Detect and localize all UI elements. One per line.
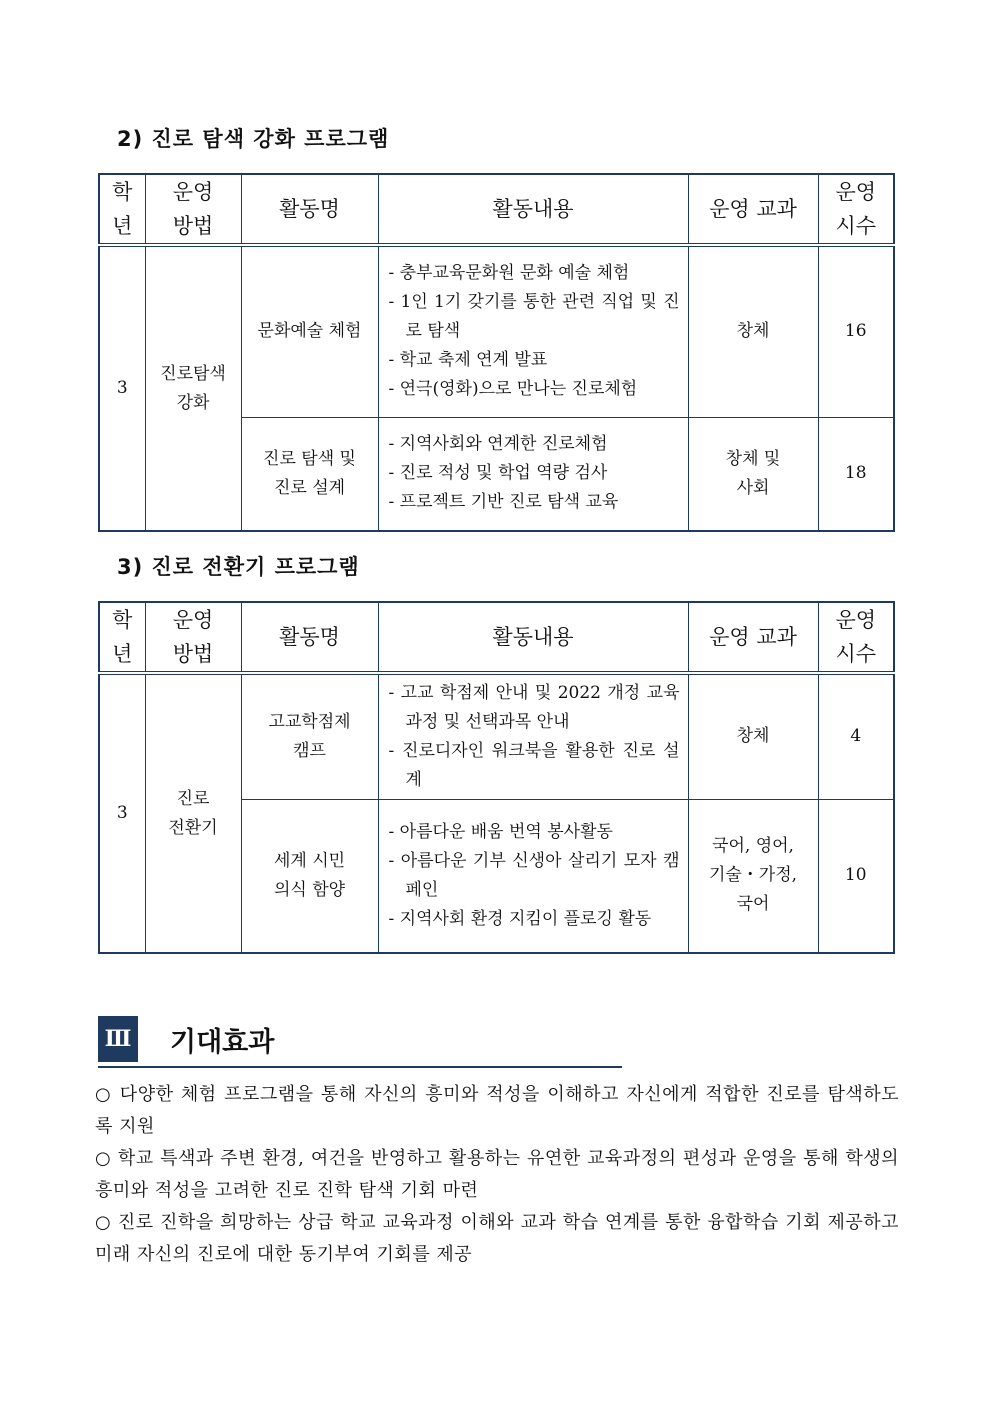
subject-cell: 창체 (688, 245, 818, 417)
method-cell: 진로 전환기 (145, 673, 241, 953)
career-transition-table (98, 601, 895, 954)
subject-cell: 창체 및 사회 (688, 417, 818, 531)
header-grade: 학 년 (99, 174, 145, 245)
header-method: 운영 방법 (145, 602, 241, 673)
table-row (99, 245, 894, 417)
list-item: - 지역사회와 연계한 진로체험 (389, 430, 680, 459)
hours-cell: 10 (818, 799, 894, 953)
activity-cell: 문화예술 체험 (241, 245, 378, 417)
header-activity: 활동명 (241, 174, 378, 245)
grade-cell: 3 (99, 673, 145, 953)
section-2-title: 2) 진로 탐색 강화 프로그램 (117, 127, 390, 151)
content-list (379, 430, 688, 517)
list-item: - 충부교육문화원 문화 예술 체험 (389, 259, 680, 288)
method-cell: 진로탐색 강화 (145, 245, 241, 531)
activity-cell: 세계 시민 의식 함양 (241, 799, 378, 953)
header-grade: 학 년 (99, 602, 145, 673)
career-exploration-table (98, 173, 895, 532)
table-row (99, 673, 894, 799)
list-item: - 진로 적성 및 학업 역량 검사 (389, 459, 680, 488)
content-cell (378, 417, 688, 531)
content-list (379, 259, 688, 404)
list-item: - 아름다운 기부 신생아 살리기 모자 캠페인 (389, 847, 680, 905)
header-subject: 운영 교과 (688, 174, 818, 245)
section-3-title: 3) 진로 전환기 프로그램 (117, 555, 360, 579)
expected-effects-title: 기대효과 (170, 1027, 275, 1058)
expected-effects-body (95, 1079, 899, 1271)
header-hours: 운영 시수 (818, 602, 894, 673)
activity-cell: 진로 탐색 및 진로 설계 (241, 417, 378, 531)
hours-cell: 18 (818, 417, 894, 531)
list-item: - 1인 1기 갖기를 통한 관련 직업 및 진로 탐색 (389, 288, 680, 346)
section-number-badge: Ⅲ (98, 1016, 138, 1062)
hours-cell: 16 (818, 245, 894, 417)
list-item: - 진로디자인 워크북을 활용한 진로 설계 (389, 737, 680, 795)
header-activity: 활동명 (241, 602, 378, 673)
list-item: - 연극(영화)으로 만나는 진로체험 (389, 375, 680, 404)
expected-effects-header (98, 1016, 622, 1068)
content-list (379, 679, 688, 795)
effect-paragraph: ○ 다양한 체험 프로그램을 통해 자신의 흥미와 적성을 이해하고 자신에게 적합한 진로를 탐색하도록 지원 (95, 1084, 899, 1137)
hours-cell: 4 (818, 673, 894, 799)
subject-cell: 창체 (688, 673, 818, 799)
header-content: 활동내용 (378, 174, 688, 245)
header-subject: 운영 교과 (688, 602, 818, 673)
grade-cell: 3 (99, 245, 145, 531)
subject-cell: 국어, 영어, 기술・가정, 국어 (688, 799, 818, 953)
content-cell (378, 799, 688, 953)
list-item: - 프로젝트 기반 진로 탐색 교육 (389, 488, 680, 517)
activity-cell: 고교학점제 캠프 (241, 673, 378, 799)
header-content: 활동내용 (378, 602, 688, 673)
effect-paragraph: ○ 진로 진학을 희망하는 상급 학교 교육과정 이해와 교과 학습 연계를 통한 융합학습 기회 제공하고 미래 자신의 진로에 대한 동기부여 기회를 제공 (95, 1212, 899, 1265)
header-method: 운영 방법 (145, 174, 241, 245)
list-item: - 아름다운 배움 번역 봉사활동 (389, 818, 680, 847)
content-list (379, 818, 688, 934)
list-item: - 학교 축제 연계 발표 (389, 346, 680, 375)
content-cell (378, 245, 688, 417)
effect-paragraph: ○ 학교 특색과 주변 환경, 여건을 반영하고 활용하는 유연한 교육과정의 편성과 운영을 통해 학생의 흥미와 적성을 고려한 진로 진학 탐색 기회 마련 (95, 1148, 899, 1201)
list-item: - 지역사회 환경 지킴이 플로깅 활동 (389, 905, 680, 934)
header-hours: 운영 시수 (818, 174, 894, 245)
list-item: - 고교 학점제 안내 및 2022 개정 교육과정 및 선택과목 안내 (389, 679, 680, 737)
content-cell (378, 673, 688, 799)
